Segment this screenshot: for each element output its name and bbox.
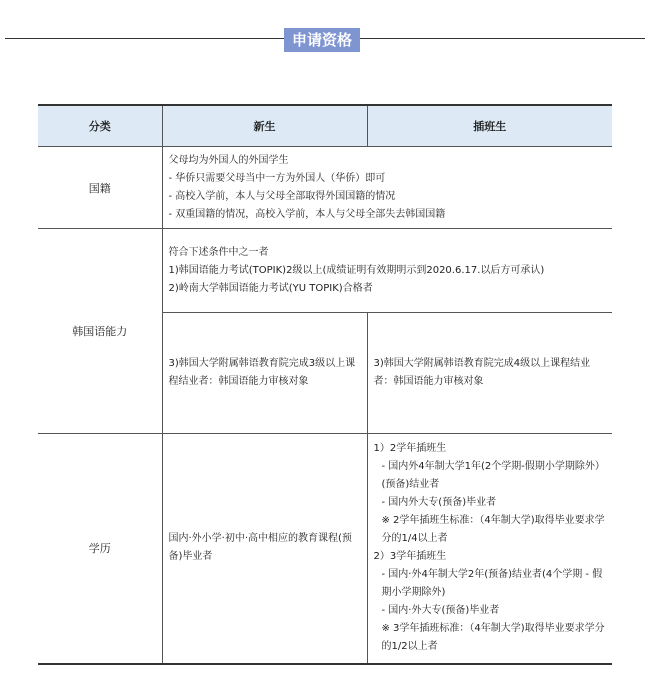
korean-common-requirements: [162, 229, 612, 313]
education-new-student: 国内·外小学·初中·高中相应的教育课程(预备)毕业者: [162, 434, 367, 664]
category-education: 学历: [38, 434, 162, 664]
transfer-item: - 国内·外4年制大学2年(预备)结业者(4个学期 - 假期小学期除外): [381, 569, 603, 599]
transfer-heading-2nd-year: 1）2学年插班生: [373, 443, 447, 455]
korean-line: 2)岭南大学韩国语能力考试(YU TOPIK)合格者: [168, 282, 373, 294]
nationality-line: 父母均为外国人的外国学生: [168, 154, 289, 166]
nationality-requirements: [162, 147, 612, 229]
korean-line: 1)韩国语能力考试(TOPIK)2级以上(成绩证明有效期明示到2020.6.17.以后方可承认): [168, 264, 545, 276]
nationality-line: - 高校入学前，本人与父母全部取得外国国籍的情况: [168, 190, 396, 202]
transfer-item: - 国内·外大专(预备)毕业者: [381, 605, 500, 617]
eligibility-table: [38, 104, 612, 665]
table-row-korean-common: [38, 229, 612, 313]
category-korean-ability: 韩国语能力: [38, 229, 162, 434]
transfer-heading-3rd-year: 2）3学年插班生: [373, 551, 447, 563]
transfer-note: ※ 2学年插班生标准：（4年制大学)取得毕业要求学分的1/4以上者: [381, 515, 605, 545]
nationality-line: - 华侨只需要父母当中一方为外国人（华侨）即可: [168, 172, 386, 184]
transfer-item: - 国内外大专(预备)毕业者: [381, 497, 497, 509]
transfer-item: - 国内外4年制大学1年(2个学期-假期小学期除外）(预备)结业者: [381, 461, 605, 491]
header-new-student: 新生: [162, 105, 367, 147]
transfer-note: ※ 3学年插班标准：（4年制大学)取得毕业要求学分的1/2以上者: [381, 623, 605, 653]
korean-line: 符合下述条件中之一者: [168, 246, 269, 258]
table-row-education: [38, 434, 612, 664]
table-header-row: [38, 105, 612, 147]
section-title: 申请资格: [284, 28, 360, 52]
korean-new-student: 3)韩国大学附属韩语教育院完成3级以上课程结业者：韩国语能力审核对象: [162, 313, 367, 434]
nationality-line: - 双重国籍的情况，高校入学前，本人与父母全部失去韩国国籍: [168, 208, 446, 220]
category-nationality: 国籍: [38, 147, 162, 229]
table-row-nationality: [38, 147, 612, 229]
korean-transfer: 3)韩国大学附属韩语教育院完成4级以上课程结业者：韩国语能力审核对象: [367, 313, 612, 434]
header-transfer: 插班生: [367, 105, 612, 147]
education-transfer: [367, 434, 612, 664]
header-category: 分类: [38, 105, 162, 147]
